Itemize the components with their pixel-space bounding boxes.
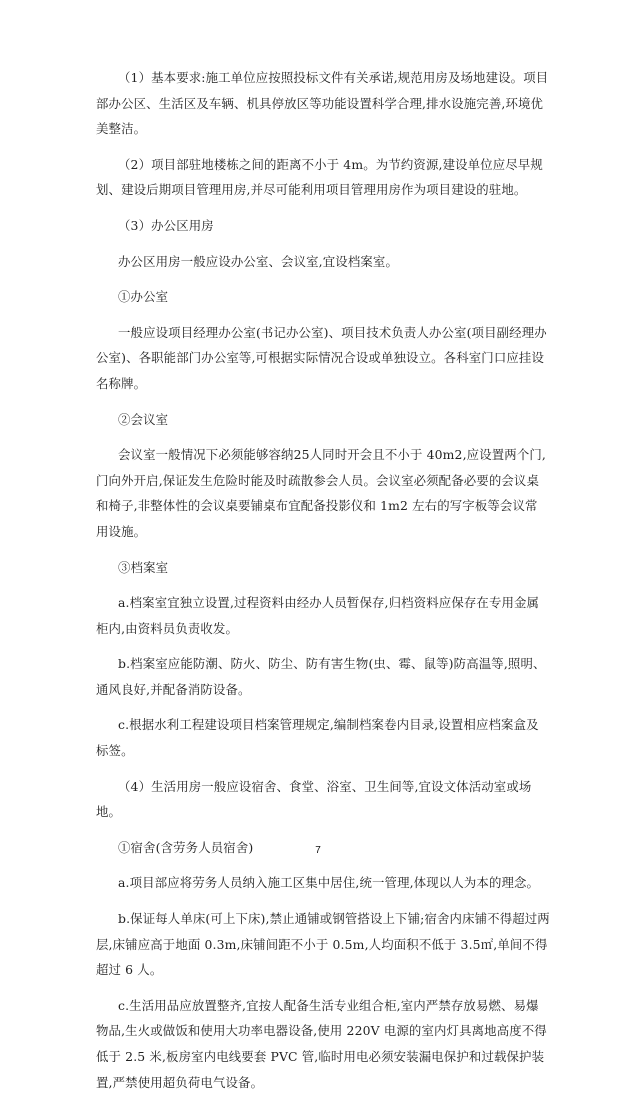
page-number: 7	[315, 845, 321, 856]
paragraph-dormitory-a: a.项目部应将劳务人员纳入施工区集中居住,统一管理,体现以人为本的理念。	[118, 875, 540, 891]
heading-office-rooms: （3）办公区用房	[118, 217, 214, 233]
heading-dormitory: ①宿舍(含劳务人员宿舍)	[118, 839, 254, 855]
paragraph-living-rooms: （4）生活用房一般应设宿舍、食堂、浴室、卫生间等,宜设文体活动室或场地。	[96, 778, 532, 820]
paragraph-dormitory-c: c.生活用品应放置整齐,宜按人配备生活专业组合柜,室内严禁存放易燃、易爆物品,生火或做饭和使用大功率电器设备,使用 220V 电源的室内灯具离地高度不得低于 2.5 米,板房室内电线要套 PVC 管,临时用电必须安装漏电保护和过载保护装置,严禁使用超负荷电气设备。	[96, 997, 547, 1090]
paragraph-basic-requirements: （1）基本要求:施工单位应按照投标文件有关承诺,规范用房及场地建设。项目部办公区、生活区及车辆、机具停放区等功能设置科学合理,排水设施完善,环境优美整洁。	[96, 70, 549, 137]
heading-office: ①办公室	[118, 289, 169, 305]
paragraph-archive-b: b.档案室应能防潮、防火、防尘、防有害生物(虫、霉、鼠等)防高温等,照明、通风良好,并配备消防设备。	[96, 656, 546, 697]
paragraph-office-rooms: 办公区用房一般应设办公室、会议室,宜设档案室。	[118, 253, 398, 269]
paragraph-archive-a: a.档案室宜独立设置,过程资料由经办人员暂保存,归档资料应保存在专用金属柜内,由资料员负责收发。	[96, 595, 540, 636]
heading-archive-room: ③档案室	[118, 559, 169, 575]
paragraph-archive-c: c.根据水利工程建设项目档案管理规定,编制档案卷内目录,设置相应档案盒及标签。	[96, 717, 539, 759]
paragraph-meeting-room: 会议室一般情况下必须能够容纳25人同时开会且不小于 40m2,应设置两个门,门向外开启,保证发生危险时能及时疏散参会人员。会议室必须配备必要的会议桌和椅子,非整体性的会议桌要铺桌布宜配备投影仪和 1m2 左右的写字板等会议常用设施。	[96, 447, 547, 539]
heading-meeting-room: ②会议室	[118, 411, 169, 427]
paragraph-office: 一般应设项目经理办公室(书记办公室)、项目技术负责人办公室(项目副经理办公室)、各职能部门办公室等,可根据实际情况合设或单独设立。各科室门口应挂设名称牌。	[96, 324, 547, 391]
paragraph-dormitory-b: b.保证每人单床(可上下床),禁止通铺或钢管搭设上下铺;宿舍内床铺不得超过两层,床铺应高于地面 0.3m,床铺间距不小于 0.5m,人均面积不低于 3.5㎡,单间不得超过 6 人。	[96, 911, 550, 978]
paragraph-station-distance: （2）项目部驻地楼栋之间的距离不小于 4m。为节约资源,建设单位应尽早规划、建设后期项目管理用房,并尽可能利用项目管理用房作为项目建设的驻地。	[96, 156, 543, 198]
body-text	[96, 65, 550, 1105]
